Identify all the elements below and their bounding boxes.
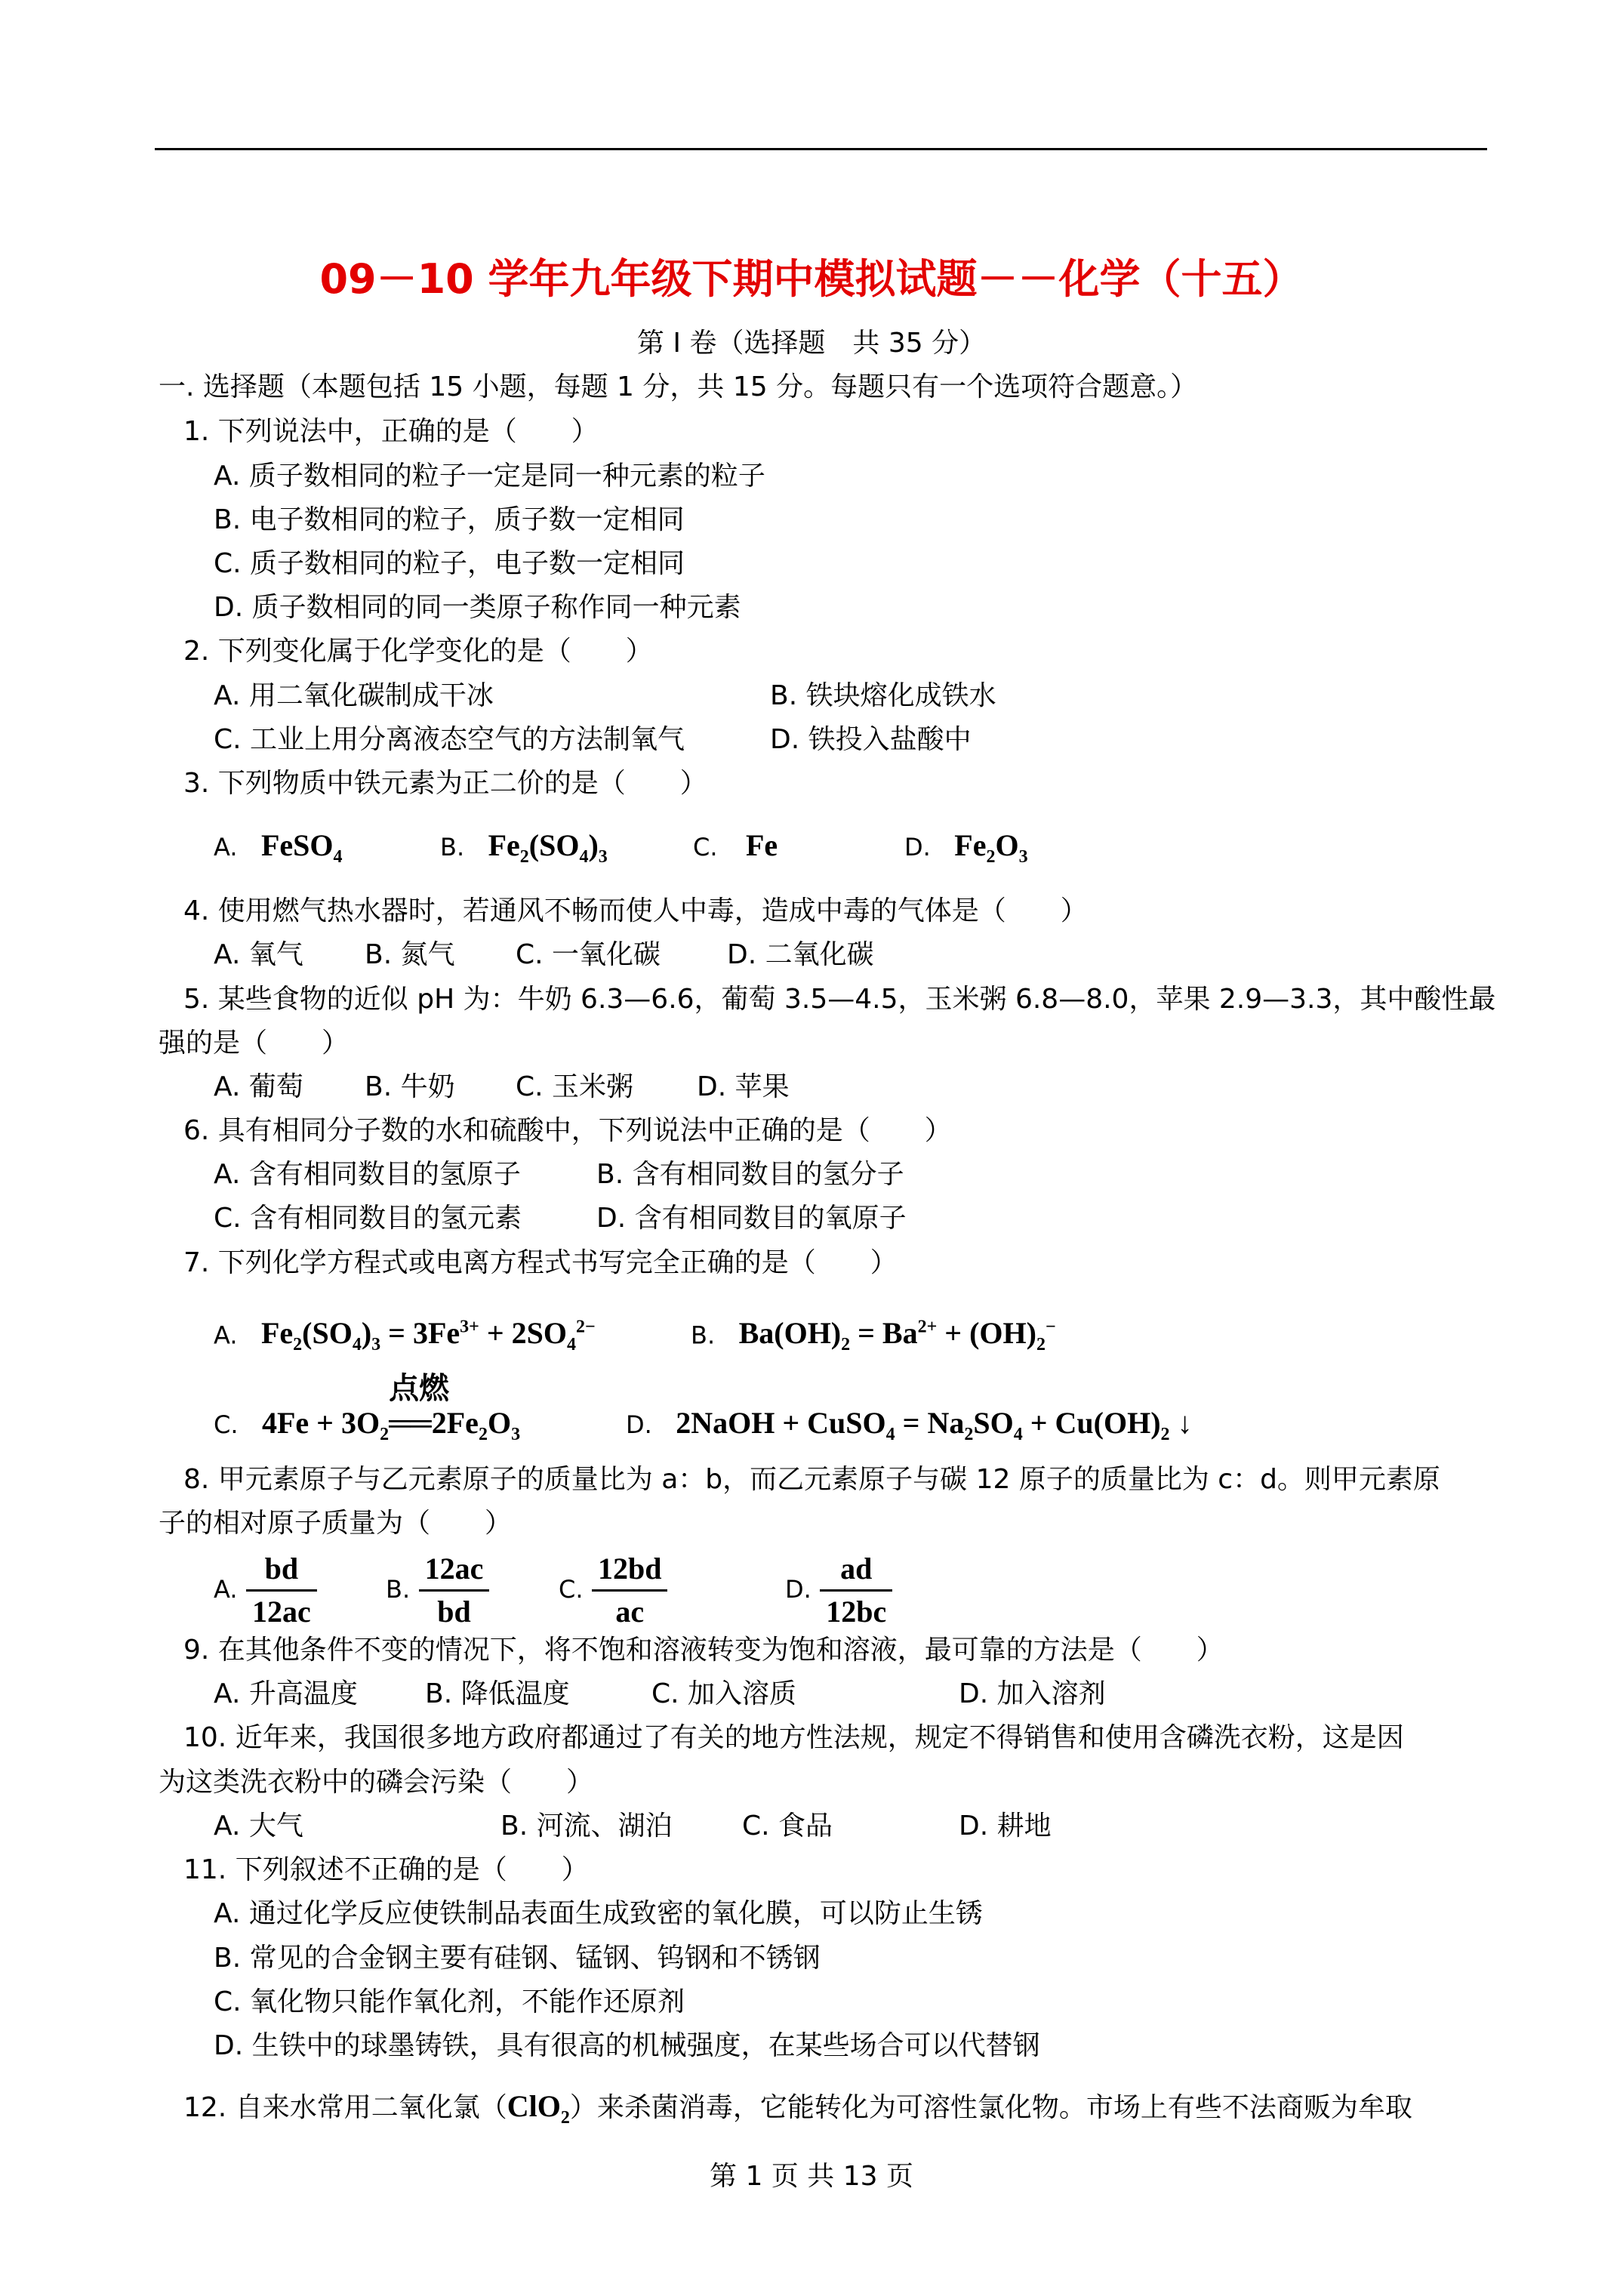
q9-stem: 9. 在其他条件不变的情况下，将不饱和溶液转变为饱和溶液，最可靠的方法是（ ） <box>183 1635 1224 1666</box>
q7-condition: 点燃 <box>389 1371 450 1405</box>
header-rule <box>155 148 1487 150</box>
page-title: 09－10 学年九年级下期中模拟试题－－化学（十五） <box>319 255 1304 303</box>
q12-stem-part2: ）来杀菌消毒，它能转化为可溶性氯化物。市场上有些不法商贩为牟取 <box>569 2092 1412 2123</box>
q11-option-b: B. 常见的合金钢主要有硅钢、锰钢、钨钢和不锈钢 <box>214 1943 821 1974</box>
q12-formula-clo2: ClO$_2$ <box>507 2089 570 2128</box>
q5-option-a: A. 葡萄 <box>214 1071 303 1102</box>
q2-option-a: A. 用二氧化碳制成干冰 <box>214 680 494 711</box>
q12-stem <box>183 2084 1412 2140</box>
q2-option-c: C. 工业上用分离液态空气的方法制氧气 <box>214 724 685 755</box>
q3-options <box>214 823 1497 868</box>
q4-option-d: D. 二氧化碳 <box>727 939 874 970</box>
q7-row-cd <box>214 1371 1497 1446</box>
q11-option-c: C. 氧化物只能作氧化剂，不能作还原剂 <box>214 1986 685 2017</box>
q4-option-c: C. 一氧化碳 <box>516 939 661 970</box>
q8-fraction-d: $\frac{ad}{12bc}$ <box>820 1549 892 1632</box>
q12-stem-part1: 12. 自来水常用二氧化氯（ <box>183 2092 507 2123</box>
q8-options <box>214 1544 1270 1635</box>
q3-label-b: B. <box>440 833 465 861</box>
q3-formula-d: $Fe_2O_3$ <box>939 828 1028 867</box>
q4-option-b: B. 氮气 <box>365 939 455 970</box>
q9-option-c: C. 加入溶质 <box>651 1678 797 1709</box>
q6-option-c: C. 含有相同数目的氢元素 <box>214 1203 522 1234</box>
q7-reaction-arrow: 点燃 ══ <box>389 1401 432 1446</box>
section-heading: 一. 选择题（本题包括 15 小题，每题 1 分，共 15 分。每题只有一个选项符合题意。） <box>159 371 1198 402</box>
q8-fraction-b: $\frac{12ac}{bd}$ <box>419 1549 490 1632</box>
q7-equation-b: $Ba(OH)_2 = Ba^{2+} + (OH)_2^-$ <box>723 1316 1056 1355</box>
q1-option-d: D. 质子数相同的同一类原子称作同一种元素 <box>214 592 741 623</box>
q3-formula-c: Fe <box>745 828 778 862</box>
q10-option-c: C. 食品 <box>742 1811 833 1841</box>
page-footer: 第 1 页 共 13 页 <box>710 2161 913 2192</box>
q7-equation-a: $Fe_2(SO_4)_3 = 3Fe^{3+} + 2SO_4^{2-}$ <box>245 1316 596 1355</box>
q10-stem-line2: 为这类洗衣粉中的磷会污染（ ） <box>159 1767 594 1798</box>
q6-option-b: B. 含有相同数目的氢分子 <box>596 1159 904 1190</box>
q5-stem-line1: 5. 某些食物的近似 pH 为：牛奶 6.3—6.6，葡萄 3.5—4.5，玉米粥 6.8—8.0，苹果 2.9—3.3，其中酸性最 <box>183 984 1496 1015</box>
q5-option-b: B. 牛奶 <box>365 1071 455 1102</box>
q3-stem: 3. 下列物质中铁元素为正二价的是（ ） <box>183 768 707 799</box>
q5-option-d: D. 苹果 <box>697 1071 790 1102</box>
q10-option-d: D. 耕地 <box>959 1811 1052 1841</box>
q7-label-a: A. <box>214 1321 238 1350</box>
q8-label-d: D. <box>785 1575 812 1604</box>
q9-option-a: A. 升高温度 <box>214 1678 358 1709</box>
q2-option-d: D. 铁投入盐酸中 <box>770 724 972 755</box>
q3-label-d: D. <box>904 833 931 861</box>
q5-stem-line2: 强的是（ ） <box>159 1028 350 1059</box>
q9-option-b: B. 降低温度 <box>425 1678 570 1709</box>
q8-label-a: A. <box>214 1575 238 1604</box>
q8-fraction-c: $\frac{12bd}{ac}$ <box>592 1549 668 1632</box>
q8-label-b: B. <box>386 1575 411 1604</box>
q4-stem: 4. 使用燃气热水器时，若通风不畅而使人中毒，造成中毒的气体是（ ） <box>183 895 1088 926</box>
q7-stem: 7. 下列化学方程式或电离方程式书写完全正确的是（ ） <box>183 1247 898 1278</box>
q7-label-d: D. <box>626 1410 652 1439</box>
q3-formula-a: FeSO$_4$ <box>245 828 343 867</box>
q8-fraction-a: $\frac{bd}{12ac}$ <box>246 1549 317 1632</box>
q11-option-a: A. 通过化学反应使铁制品表面生成致密的氧化膜，可以防止生锈 <box>214 1898 983 1929</box>
q2-stem: 2. 下列变化属于化学变化的是（ ） <box>183 636 653 667</box>
q6-stem: 6. 具有相同分子数的水和硫酸中，下列说法中正确的是（ ） <box>183 1115 952 1146</box>
section-subtitle: 第 I 卷（选择题 共 35 分） <box>636 328 987 359</box>
q7-equation-d: 2NaOH + CuSO$_4$ = $Na_2SO_4 + Cu(OH)_2$ ↓ <box>661 1406 1193 1444</box>
q10-stem-line1: 10. 近年来，我国很多地方政府都通过了有关的地方性法规，规定不得销售和使用含磷洗衣粉，这是因 <box>183 1722 1404 1753</box>
q10-option-a: A. 大气 <box>214 1811 303 1841</box>
q1-option-b: B. 电子数相同的粒子，质子数一定相同 <box>214 504 685 535</box>
q3-label-c: C. <box>693 833 718 861</box>
q7-label-b: B. <box>691 1321 716 1350</box>
q1-option-c: C. 质子数相同的粒子，电子数一定相同 <box>214 548 685 579</box>
q5-option-c: C. 玉米粥 <box>516 1071 634 1102</box>
q4-option-a: A. 氧气 <box>214 939 303 970</box>
q3-formula-b: $Fe_2(SO_4)_3$ <box>473 828 608 867</box>
q8-label-c: C. <box>559 1575 584 1604</box>
q10-option-b: B. 河流、湖泊 <box>500 1811 673 1841</box>
q6-option-a: A. 含有相同数目的氢原子 <box>214 1159 521 1190</box>
q3-label-a: A. <box>214 833 238 861</box>
q7-row-ab <box>214 1305 1497 1355</box>
q1-option-a: A. 质子数相同的粒子一定是同一种元素的粒子 <box>214 461 765 492</box>
q11-stem: 11. 下列叙述不正确的是（ ） <box>183 1854 589 1885</box>
q1-stem: 1. 下列说法中，正确的是（ ） <box>183 416 599 447</box>
q8-stem-line2: 子的相对原子质量为（ ） <box>159 1508 513 1539</box>
q7-equation-c: $4Fe + 3O_2$ 点燃 $══2Fe_2O_3$ <box>247 1406 520 1440</box>
q6-option-d: D. 含有相同数目的氧原子 <box>596 1203 907 1234</box>
q7-label-c: C. <box>214 1410 239 1439</box>
q9-option-d: D. 加入溶剂 <box>959 1678 1106 1709</box>
q11-option-d: D. 生铁中的球墨铸铁，具有很高的机械强度，在某些场合可以代替钢 <box>214 2030 1040 2061</box>
q2-option-b: B. 铁块熔化成铁水 <box>770 680 996 711</box>
q8-stem-line1: 8. 甲元素原子与乙元素原子的质量比为 a：b，而乙元素原子与碳 12 原子的质量比为 c：d。则甲元素原 <box>183 1464 1440 1495</box>
